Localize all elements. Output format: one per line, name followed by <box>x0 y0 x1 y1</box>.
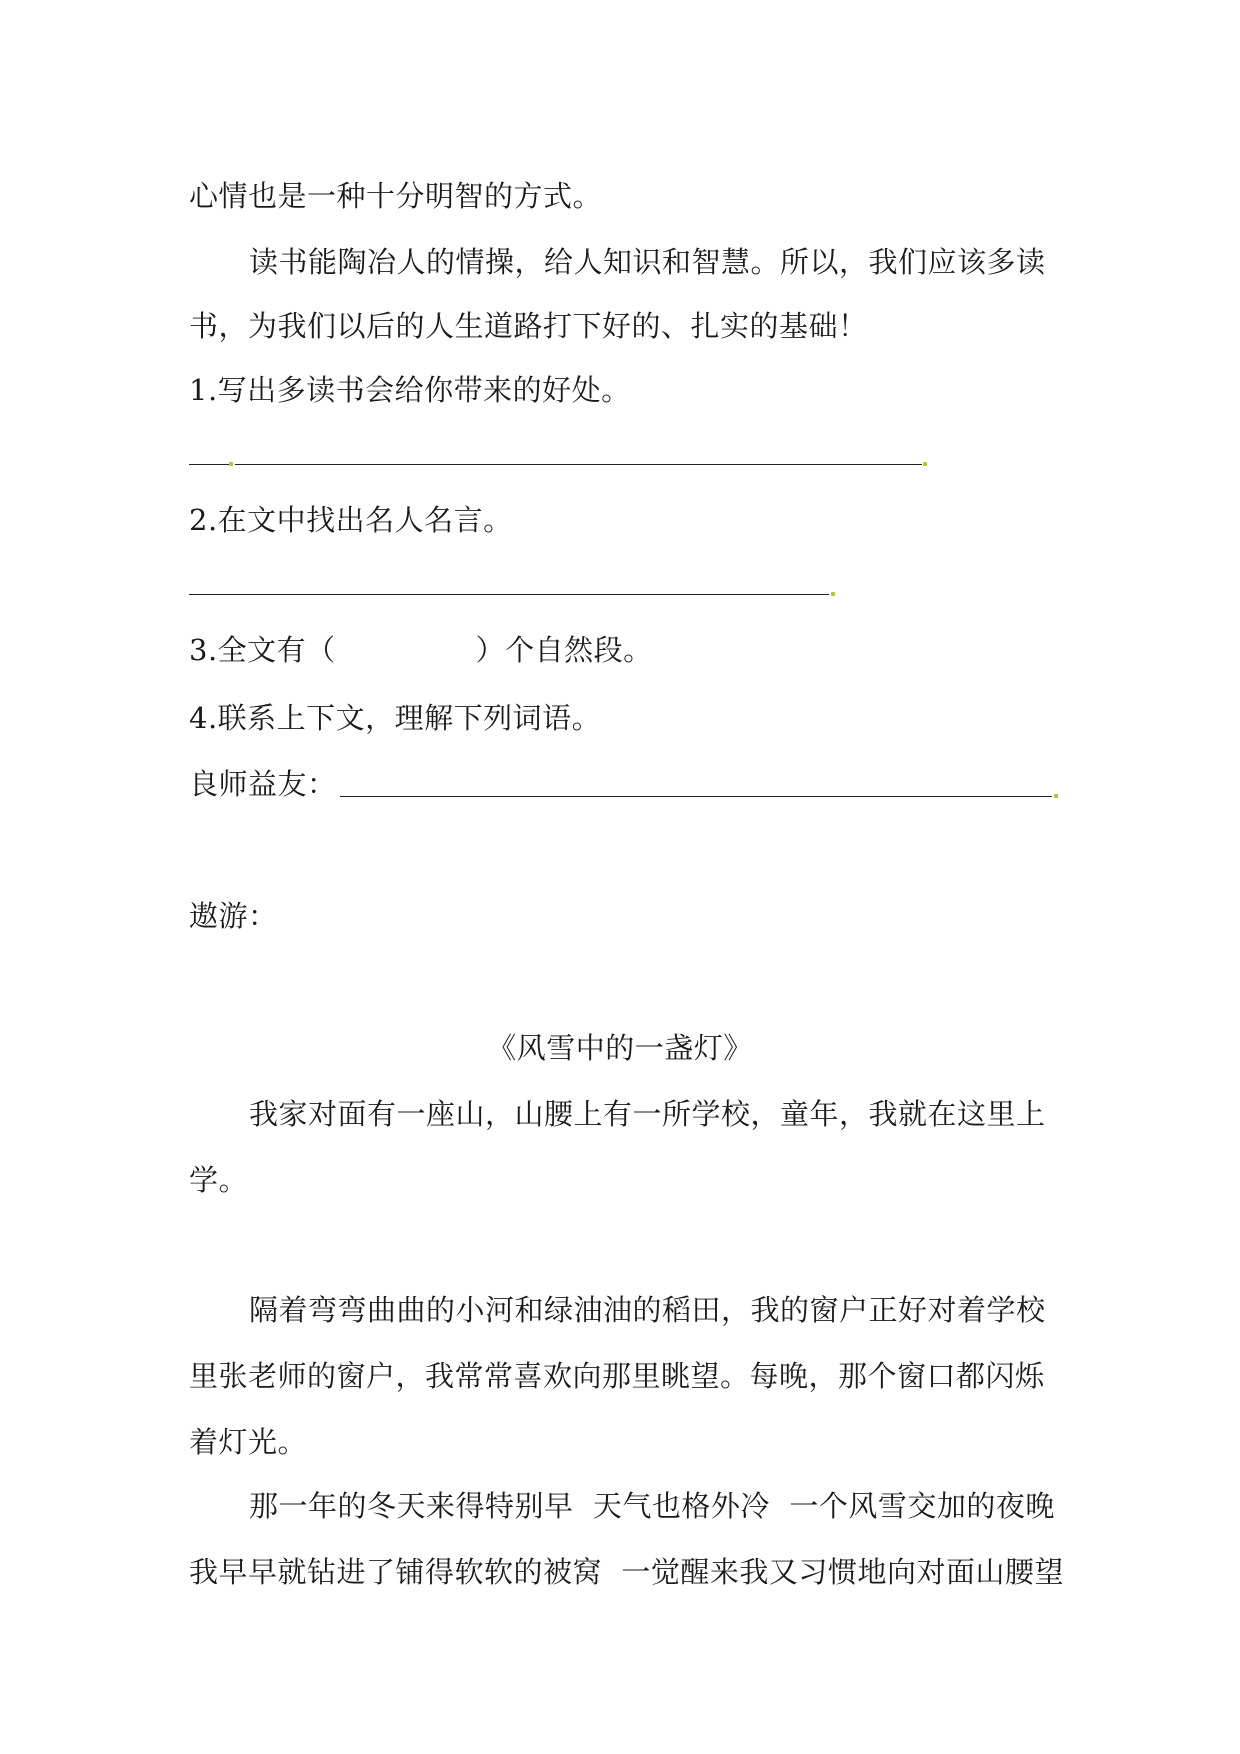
question-3-end: ）个自然段。 <box>475 633 653 667</box>
answer-line-term-1[interactable] <box>340 796 1052 797</box>
story-p2-line-3: 着灯光。 <box>189 1425 308 1459</box>
question-3 <box>189 632 653 668</box>
answer-line-dot <box>1054 794 1058 798</box>
answer-line-dot <box>831 592 835 596</box>
answer-line-dot <box>229 462 233 466</box>
question-2: 2.在文中找出名人名言。 <box>189 503 513 537</box>
story-p3-line-1: 那一年的冬天来得特别早 天气也格外冷 一个风雪交加的夜晚 <box>249 1489 1055 1523</box>
answer-line-2[interactable] <box>189 594 829 595</box>
story-p1-line-1: 我家对面有一座山，山腰上有一所学校，童年，我就在这里上 <box>249 1097 1046 1131</box>
question-4: 4.联系上下文，理解下列词语。 <box>189 701 602 735</box>
story-p1-line-2: 学。 <box>189 1163 249 1197</box>
passage-line-ending: 心情也是一种十分明智的方式。 <box>189 179 603 213</box>
term-label-1: 良师益友： <box>189 767 337 801</box>
answer-line-1[interactable] <box>235 464 922 465</box>
question-3-start: 3.全文有（ <box>189 633 336 667</box>
question-1: 1.写出多读书会给你带来的好处。 <box>189 373 631 407</box>
story-p2-line-1: 隔着弯弯曲曲的小河和绿油油的稻田，我的窗户正好对着学校 <box>249 1293 1046 1327</box>
answer-line-1-prefix <box>189 464 229 465</box>
answer-line-dot <box>923 462 927 466</box>
passage-paragraph-last-line-2: 书，为我们以后的人生道路打下好的、扎实的基础！ <box>189 309 868 343</box>
story-title: 《风雪中的一盏灯》 <box>487 1031 753 1065</box>
story-p3-line-2: 我早早就钻进了铺得软软的被窝 一觉醒来我又习惯地向对面山腰望 <box>189 1555 1064 1589</box>
passage-paragraph-last-line-1: 读书能陶冶人的情操，给人知识和智慧。所以，我们应该多读 <box>249 245 1046 279</box>
term-label-2: 遨游： <box>189 899 278 933</box>
story-p2-line-2: 里张老师的窗户，我常常喜欢向那里眺望。每晚，那个窗口都闪烁 <box>189 1359 1045 1393</box>
